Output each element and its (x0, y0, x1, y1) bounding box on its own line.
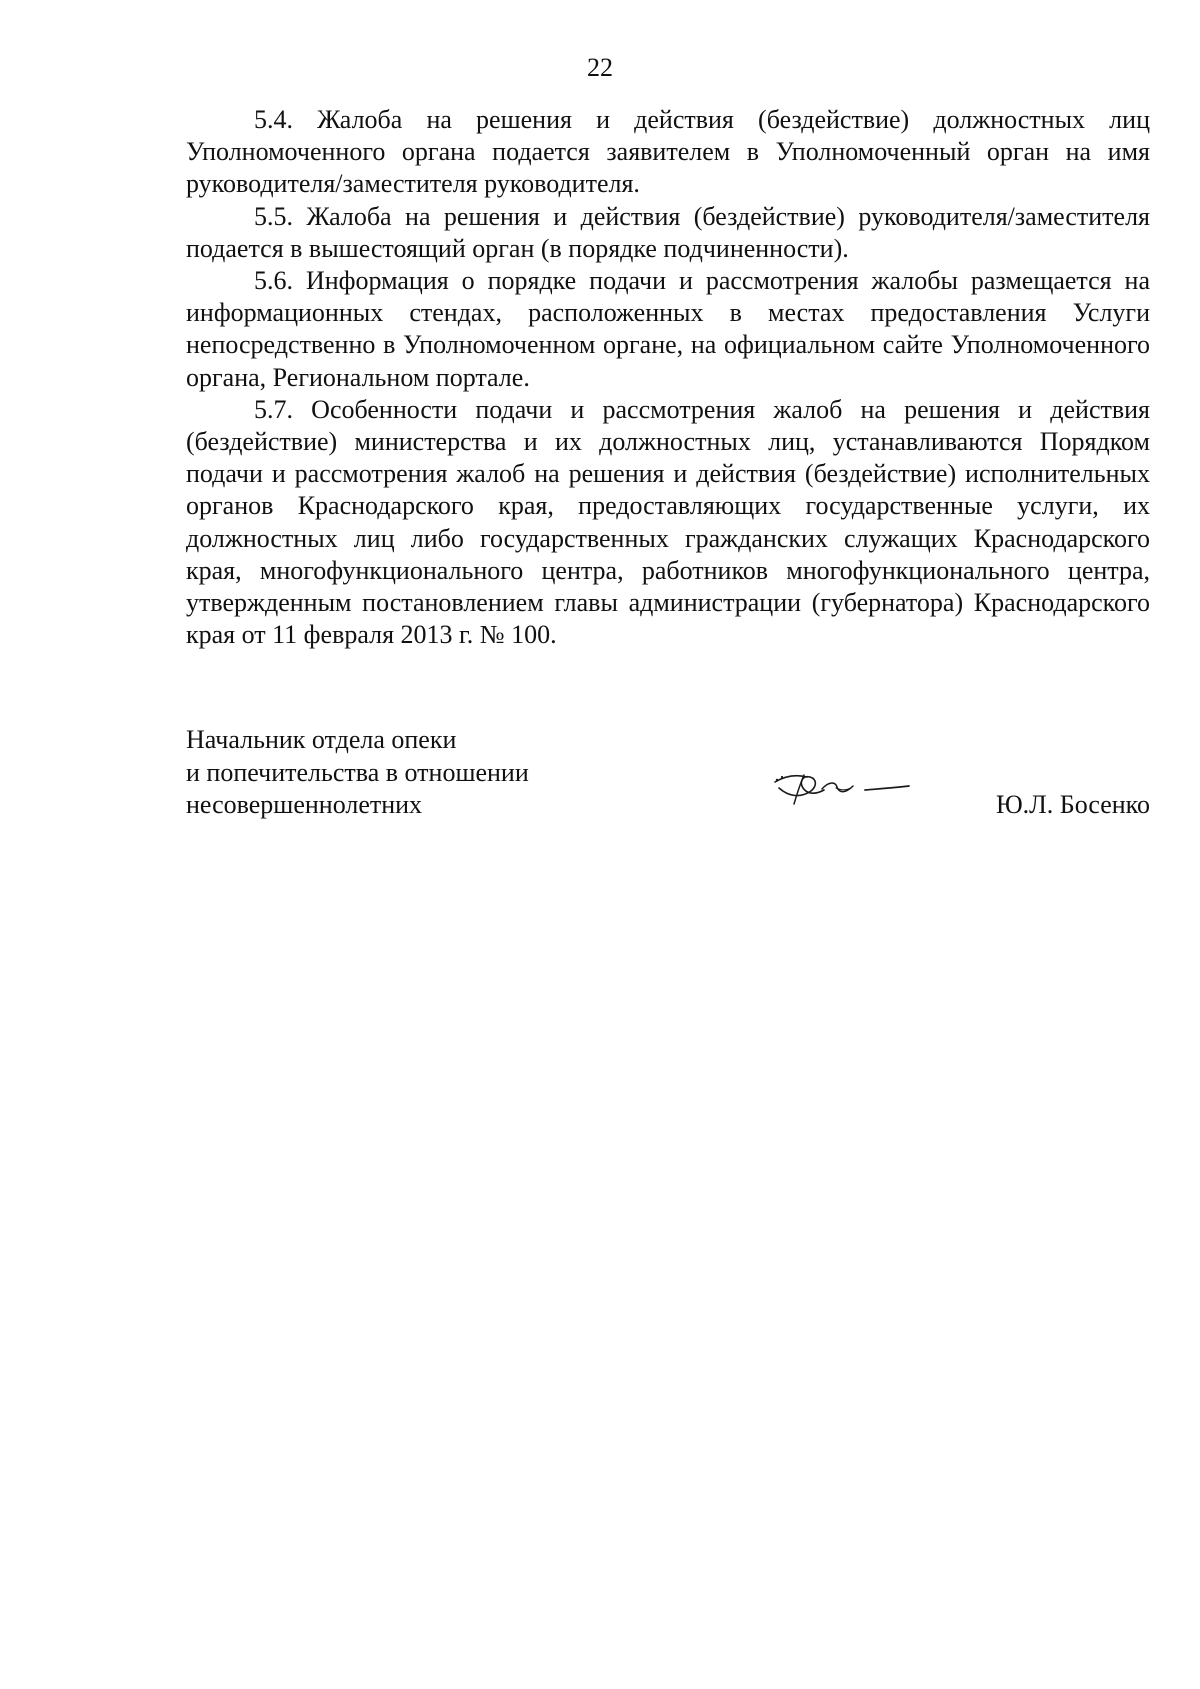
signer-position-line-1: Начальник отдела опеки (186, 725, 457, 754)
handwritten-signature-icon (767, 764, 917, 814)
signer-position-line-3: несовершеннолетних (186, 790, 423, 819)
paragraph-5-6: 5.6. Информация о порядке подачи и рассмотрения жалобы размещается на информационных стендах, расположенных в местах предоставления Услуги непосредственно в Уполномоченном органе, на официальном сайте Уполномоченного органа, Региональном портале. (186, 266, 1150, 392)
signature-block (186, 724, 1150, 834)
paragraph-5-4: 5.4. Жалоба на решения и действия (бездействие) должностных лиц Уполномоченного органа подается заявителем в Уполномоченный орган на имя руководителя/заместителя руководителя. (186, 105, 1150, 199)
page-number: 22 (587, 53, 613, 82)
signer-name: Ю.Л. Босенко (995, 790, 1150, 819)
paragraph-5-5: 5.5. Жалоба на решения и действия (бездействие) руководителя/заместителя подается в вышестоящий орган (в порядке подчиненности). (186, 201, 1150, 263)
signer-position-line-2: и попечительства в отношении (186, 757, 529, 787)
document-body (186, 104, 1150, 651)
paragraph-5-7: 5.7. Особенности подачи и рассмотрения жалоб на решения и действия (бездействие) министерства и их должностных лиц, устанавливаются Порядком подачи и рассмотрения жалоб на решения и действия (бездействие) исполнительных органов Краснодарского края, предоставляющих государственные услуги, их должностных лиц либо государственных гражданских служащих Краснодарского края, многофункционального центра, работников многофункционального центра, утвержденным постановлением главы администрации (губернатора) Краснодарского края от 11 февраля 2013 г. № 100. (186, 394, 1150, 650)
signer-position (186, 724, 529, 822)
